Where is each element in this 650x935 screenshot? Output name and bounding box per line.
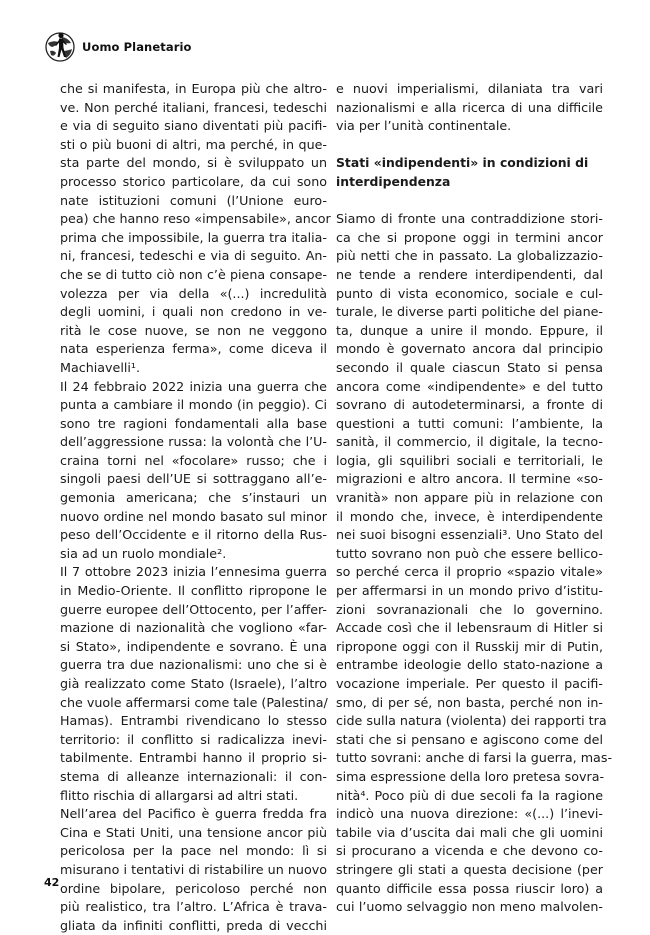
text-line: ordine bipolare, pericoloso perché non <box>60 880 327 896</box>
text-line: cide sulla natura (violenta) dei rapporti tra <box>336 713 607 729</box>
text-line: si procurano a vicenda e che devono co- <box>336 843 603 859</box>
text-line: processo storico particolare, da cui sono <box>60 173 327 189</box>
text-line: Cina e Stati Uniti, una tensione ancor più <box>60 824 327 840</box>
text-line: peso dell’Occidente e il ritorno della Rus- <box>60 527 327 543</box>
text-line: prima che impossibile, la guerra tra italia- <box>60 229 327 245</box>
text-line: indicò una nuova direzione: «(...) l’inevi- <box>336 806 603 822</box>
text-line: guerre europee dell’Ottocento, per l’affer- <box>60 601 327 617</box>
text-line: e via di seguito siano diventati più pacifi- <box>60 118 327 134</box>
text-line: rità le cose nuove, se non ne veggono <box>60 322 327 338</box>
text-line: tutto sovrani: anche di farsi la guerra, mas- <box>336 750 613 766</box>
page-number: 42 <box>44 876 60 889</box>
text-line: tutto sovrano non può che essere bellico- <box>336 545 603 561</box>
text-line: gliata da infiniti conflitti, preda di vecchi <box>60 917 327 933</box>
text-line: gemonia americana; che s’instauri un <box>60 490 327 506</box>
text-line: stati che si pensano e agiscono come del <box>336 731 603 747</box>
text-line: nazionalismi e alla ricerca di una difficile <box>336 99 603 115</box>
text-line: che si manifesta, in Europa più che altro- <box>60 81 327 96</box>
text-line: stema di alleanze internazionali: il con- <box>60 768 327 784</box>
text-line: tabile via d’uscita dai mali che gli uomini <box>336 824 603 840</box>
text-line: si Stato», indipendente e sovrano. È una <box>60 638 327 654</box>
text-line: Nell’area del Pacifico è guerra fredda fra <box>60 806 327 822</box>
globe-walking-man-icon <box>44 31 76 63</box>
text-line: nate istituzioni comuni (l’Unione euro- <box>60 192 327 208</box>
text-line: nata esperienza ferma», come diceva il <box>60 341 327 357</box>
running-header <box>44 30 192 64</box>
text-line: cui l’uomo selvaggio non meno malvolen- <box>336 899 603 915</box>
text-line: smo, di per sé, non basta, perché non in- <box>336 694 603 710</box>
text-line: in Medio-Oriente. Il conflitto ripropone le <box>60 583 327 599</box>
text-line: Accade così che il lebensraum di Hitler si <box>336 620 603 636</box>
running-header-title: Uomo Planetario <box>82 40 192 54</box>
text-line: volezza per via della «(...) incredulità <box>60 285 327 301</box>
blank-line <box>336 192 603 211</box>
text-line: ta, dunque a unire il mondo. Eppure, il <box>336 322 603 338</box>
text-line: guerra tra due nazionalismi: uno che si è <box>60 657 327 673</box>
blank-line <box>336 136 603 155</box>
text-line: sta parte del mondo, si è sviluppato un <box>60 155 327 171</box>
text-line: Il 7 ottobre 2023 inizia l’ennesima guerra <box>60 564 327 580</box>
text-line: punta a cambiare il mondo (in peggio). Ci <box>60 397 327 413</box>
text-line: flitto rischia di allargarsi ad altri stati. <box>60 787 299 803</box>
text-line: pea) che hanno reso «impensabile», ancor <box>60 211 331 227</box>
text-line: logia, gli squilibri sociali e territoriali, le <box>336 452 603 468</box>
text-line: ne tende a rendere interdipendenti, dal <box>336 266 603 282</box>
text-line: che se di tutto ciò non c’è piena consape- <box>60 266 327 282</box>
text-line: e nuovi imperialismi, dilaniata tra vari <box>336 81 603 96</box>
right-text-column <box>336 80 613 917</box>
text-line: ca che si propone oggi in termini ancor <box>336 229 603 245</box>
text-line: pericolosa per la pace nel mondo: lì si <box>60 843 327 859</box>
text-line: sono tre ragioni fondamentali alla base <box>60 415 327 431</box>
text-line: quanto difficile essa possa riuscir loro) a <box>336 880 603 896</box>
text-line: questioni a tutti comuni: l’ambiente, la <box>336 415 603 431</box>
text-line: nità⁴. Poco più di due secoli fa la ragione <box>336 787 603 803</box>
text-line: dell’aggressione russa: la volontà che l’U- <box>60 434 327 450</box>
text-line: già realizzato come Stato (Israele), l’altro <box>60 676 327 691</box>
left-text-column <box>60 80 331 935</box>
text-line: Machiavelli¹. <box>60 359 141 375</box>
text-line: sia ad un ruolo mondiale². <box>60 545 227 561</box>
text-line: stringere gli stati a questa decisione (per <box>336 861 603 877</box>
text-line: per affermarsi in un mondo privo d’istitu- <box>336 583 603 599</box>
text-line: migrazioni e altro ancora. Il termine «so- <box>336 471 603 487</box>
text-line: entrambe ideologie dello stato-nazione a <box>336 657 603 673</box>
text-line: nuovo ordine nel mondo basato sul minor <box>60 508 327 524</box>
text-line: secondo il quale ciascun Stato si pensa <box>336 359 603 375</box>
text-line: ni, francesi, tedeschi e via di seguito. An- <box>60 248 327 264</box>
text-line: mazione di nazionalità che vogliono «far- <box>60 620 327 636</box>
text-line: Il 24 febbraio 2022 inizia una guerra che <box>60 378 327 394</box>
text-line: degli uomini, i quali non credono in ve- <box>60 304 327 320</box>
text-line: sanità, il commercio, il digitale, la tecno- <box>336 434 603 450</box>
section-heading: Stati «indipendenti» in condizioni di <box>336 155 589 171</box>
text-line: vranità» non appare più in relazione con <box>336 490 603 506</box>
text-line: via per l’unità continentale. <box>336 118 512 134</box>
text-line: che vuole affermarsi come tale (Palestina/ <box>60 694 328 710</box>
text-line: mondo è governato ancora dal principio <box>336 341 603 357</box>
text-line: ancora come «indipendente» e del tutto <box>336 378 603 394</box>
text-line: tabilmente. Entrambi hanno il proprio si- <box>60 750 327 766</box>
text-line: vocazione imperiale. Per questo il pacifi- <box>336 676 603 691</box>
text-line: ripropone oggi con il Russkij mir di Putin, <box>336 638 603 654</box>
text-line: turale, le diverse parti politiche del piane- <box>336 304 603 320</box>
text-line: singoli paesi dell’UE si sottraggano all’e- <box>60 471 327 487</box>
text-line: sovrano di autodeterminarsi, a fronte di <box>336 397 603 413</box>
text-line: sima espressione della loro pretesa sovra- <box>336 768 605 784</box>
text-line: nei suoi bisogni essenziali³. Uno Stato del <box>336 527 603 543</box>
text-line: Siamo di fronte una contraddizione stori- <box>336 211 603 227</box>
text-line: misurano i tentativi di ristabilire un nuovo <box>60 861 327 877</box>
text-line: il mondo che, invece, è interdipendente <box>336 508 603 524</box>
text-line: territorio: il conflitto si radicalizza inevi- <box>60 731 327 747</box>
text-line: sti o più buoni di altri, ma perché, in que- <box>60 136 327 152</box>
text-line: craina torni nel «focolare» russo; che i <box>60 452 327 468</box>
text-line: ve. Non perché italiani, francesi, tedeschi <box>60 99 327 115</box>
text-line: punto di vista economico, sociale e cul- <box>336 285 603 301</box>
text-line: Hamas). Entrambi rivendicano lo stesso <box>60 713 327 729</box>
text-line: più netti che in passato. La globalizzazio- <box>336 248 603 264</box>
text-line: so perché cerca il proprio «spazio vitale» <box>336 564 603 580</box>
text-line: più realistico, tra l’altro. L’Africa è trava- <box>60 899 327 915</box>
text-line: zioni sovranazionali che lo governino. <box>336 601 603 617</box>
section-heading: interdipendenza <box>336 173 451 189</box>
